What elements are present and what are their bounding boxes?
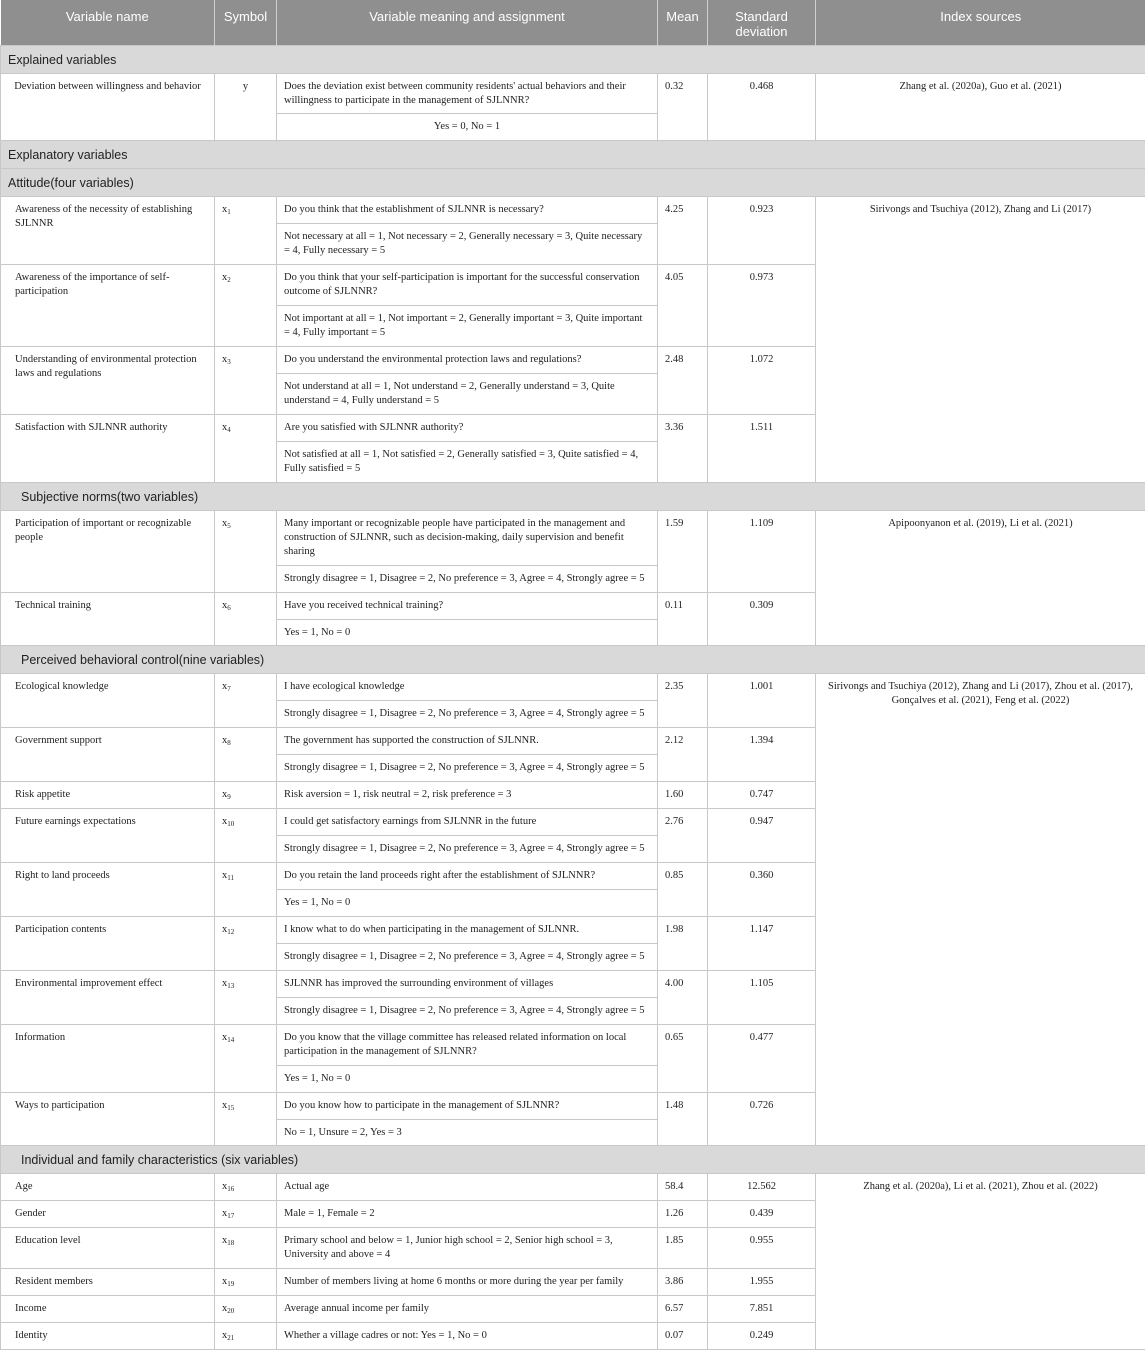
var-sd: 0.439 (708, 1201, 816, 1228)
var-symbol: $x_{15}$ (215, 1093, 277, 1146)
var-mean: 0.65 (658, 1025, 708, 1093)
var-mean: 58.4 (658, 1174, 708, 1201)
var-name: Age (1, 1174, 215, 1201)
section-row (1, 483, 1145, 511)
var-mean: 0.32 (658, 74, 708, 141)
var-assignment: No = 1, Unsure = 2, Yes = 3 (277, 1120, 658, 1146)
var-name: Participation of important or recognizable people (1, 511, 215, 593)
var-name: Understanding of environmental protection laws and regulations (1, 347, 215, 415)
var-symbol: $x_6$ (215, 593, 277, 646)
var-sd: 1.511 (708, 415, 816, 483)
var-sd: 1.955 (708, 1269, 816, 1296)
var-name: Education level (1, 1228, 215, 1269)
var-mean: 6.57 (658, 1296, 708, 1323)
var-question: Number of members living at home 6 months or more during the year per family (277, 1269, 658, 1296)
var-question: The government has supported the construction of SJLNNR. (277, 728, 658, 755)
var-question: I could get satisfactory earnings from SJLNNR in the future (277, 809, 658, 836)
section-subjective: Subjective norms(two variables) (1, 483, 1145, 511)
var-name: Future earnings expectations (1, 809, 215, 863)
var-mean: 2.12 (658, 728, 708, 782)
var-symbol: y (215, 74, 277, 141)
var-assignment: Not satisfied at all = 1, Not satisfied = 2, Generally satisfied = 3, Quite satisfied = 4, Fully satisfied = 5 (277, 442, 658, 483)
section-attitude: Attitude(four variables) (1, 169, 1145, 197)
var-question: I know what to do when participating in the management of SJLNNR. (277, 917, 658, 944)
var-source: Sirivongs and Tsuchiya (2012), Zhang and Li (2017), Zhou et al. (2017), Gonçalves et al. (2021), Feng et al. (2022) (816, 674, 1145, 1146)
header-variable-name: Variable name (1, 0, 215, 46)
var-symbol: $x_7$ (215, 674, 277, 728)
var-mean: 0.11 (658, 593, 708, 646)
header-row (1, 0, 1145, 46)
var-assignment: Strongly disagree = 1, Disagree = 2, No preference = 3, Agree = 4, Strongly agree = 5 (277, 566, 658, 593)
var-name: Awareness of the importance of self-participation (1, 265, 215, 347)
var-assignment: Not important at all = 1, Not important = 2, Generally important = 3, Quite important = 4, Fully important = 5 (277, 306, 658, 347)
var-mean: 4.25 (658, 197, 708, 265)
section-explained: Explained variables (1, 46, 1145, 74)
var-mean: 1.59 (658, 511, 708, 593)
var-assignment: Yes = 1, No = 0 (277, 890, 658, 917)
var-name: Deviation between willingness and behavior (1, 74, 215, 141)
var-symbol: $x_8$ (215, 728, 277, 782)
var-sd: 7.851 (708, 1296, 816, 1323)
var-symbol: $x_{16}$ (215, 1174, 277, 1201)
header-mean: Mean (658, 0, 708, 46)
var-sd: 1.072 (708, 347, 816, 415)
var-source: Zhang et al. (2020a), Guo et al. (2021) (816, 74, 1145, 141)
var-name: Right to land proceeds (1, 863, 215, 917)
header-sources: Index sources (816, 0, 1145, 46)
var-sd: 1.105 (708, 971, 816, 1025)
var-symbol: $x_{19}$ (215, 1269, 277, 1296)
var-question: Do you think that the establishment of SJLNNR is necessary? (277, 197, 658, 224)
var-mean: 1.85 (658, 1228, 708, 1269)
section-row (1, 46, 1145, 74)
header-symbol: Symbol (215, 0, 277, 46)
header-sd: Standard deviation (708, 0, 816, 46)
var-symbol: $x_{20}$ (215, 1296, 277, 1323)
var-assignment: Strongly disagree = 1, Disagree = 2, No preference = 3, Agree = 4, Strongly agree = 5 (277, 836, 658, 863)
var-question: Risk aversion = 1, risk neutral = 2, risk preference = 3 (277, 782, 658, 809)
var-mean: 3.36 (658, 415, 708, 483)
var-mean: 2.35 (658, 674, 708, 728)
var-mean: 2.48 (658, 347, 708, 415)
section-individual: Individual and family characteristics (six variables) (1, 1146, 1145, 1174)
var-symbol: $x_{17}$ (215, 1201, 277, 1228)
var-assignment: Not understand at all = 1, Not understand = 2, Generally understand = 3, Quite understand = 4, Fully understand = 5 (277, 374, 658, 415)
var-name: Ecological knowledge (1, 674, 215, 728)
table-row (1, 511, 1145, 566)
var-symbol: $x_1$ (215, 197, 277, 265)
var-name: Technical training (1, 593, 215, 646)
var-symbol: $x_{18}$ (215, 1228, 277, 1269)
var-name: Resident members (1, 1269, 215, 1296)
var-sd: 0.468 (708, 74, 816, 141)
var-name: Participation contents (1, 917, 215, 971)
var-name: Identity (1, 1323, 215, 1350)
var-sd: 1.147 (708, 917, 816, 971)
var-name: Ways to participation (1, 1093, 215, 1146)
var-name: Income (1, 1296, 215, 1323)
var-sd: 0.309 (708, 593, 816, 646)
var-mean: 1.48 (658, 1093, 708, 1146)
var-name: Government support (1, 728, 215, 782)
var-question: Primary school and below = 1, Junior high school = 2, Senior high school = 3, University and above = 4 (277, 1228, 658, 1269)
var-sd: 0.947 (708, 809, 816, 863)
var-question: Do you know how to participate in the management of SJLNNR? (277, 1093, 658, 1120)
var-sd: 0.360 (708, 863, 816, 917)
section-perceived: Perceived behavioral control(nine variables) (1, 646, 1145, 674)
var-sd: 0.477 (708, 1025, 816, 1093)
var-question: Does the deviation exist between community residents' actual behaviors and their willingness to participate in the management of SJLNNR? (277, 74, 658, 114)
var-sd: 0.955 (708, 1228, 816, 1269)
var-assignment: Yes = 0, No = 1 (277, 114, 658, 141)
table-row (1, 74, 1145, 114)
var-symbol: $x_4$ (215, 415, 277, 483)
var-symbol: $x_9$ (215, 782, 277, 809)
var-name: Satisfaction with SJLNNR authority (1, 415, 215, 483)
section-row (1, 141, 1145, 169)
table-row (1, 1174, 1145, 1201)
var-question: SJLNNR has improved the surrounding environment of villages (277, 971, 658, 998)
var-sd: 0.747 (708, 782, 816, 809)
var-name: Environmental improvement effect (1, 971, 215, 1025)
var-symbol: $x_{10}$ (215, 809, 277, 863)
var-mean: 1.60 (658, 782, 708, 809)
var-symbol: $x_2$ (215, 265, 277, 347)
var-mean: 3.86 (658, 1269, 708, 1296)
var-question: Do you know that the village committee has released related information on local participation in the management of SJLNNR? (277, 1025, 658, 1066)
var-symbol: $x_3$ (215, 347, 277, 415)
var-symbol: $x_{21}$ (215, 1323, 277, 1350)
var-mean: 2.76 (658, 809, 708, 863)
var-assignment: Strongly disagree = 1, Disagree = 2, No preference = 3, Agree = 4, Strongly agree = 5 (277, 755, 658, 782)
table-row (1, 674, 1145, 701)
var-sd: 1.001 (708, 674, 816, 728)
var-mean: 0.85 (658, 863, 708, 917)
section-row (1, 1146, 1145, 1174)
var-question: Average annual income per family (277, 1296, 658, 1323)
var-name: Information (1, 1025, 215, 1093)
var-mean: 1.98 (658, 917, 708, 971)
var-question: Are you satisfied with SJLNNR authority? (277, 415, 658, 442)
var-source: Sirivongs and Tsuchiya (2012), Zhang and Li (2017) (816, 197, 1145, 483)
var-question: Have you received technical training? (277, 593, 658, 620)
var-sd: 0.973 (708, 265, 816, 347)
var-question: Male = 1, Female = 2 (277, 1201, 658, 1228)
var-assignment: Strongly disagree = 1, Disagree = 2, No preference = 3, Agree = 4, Strongly agree = 5 (277, 944, 658, 971)
var-question: Actual age (277, 1174, 658, 1201)
var-assignment: Yes = 1, No = 0 (277, 1066, 658, 1093)
var-source: Apipoonyanon et al. (2019), Li et al. (2021) (816, 511, 1145, 646)
var-symbol: $x_5$ (215, 511, 277, 593)
var-mean: 4.05 (658, 265, 708, 347)
table-row (1, 197, 1145, 224)
var-question: Many important or recognizable people have participated in the management and construction of SJLNNR, such as decision-making, daily supervision and benefit sharing (277, 511, 658, 566)
var-assignment: Not necessary at all = 1, Not necessary = 2, Generally necessary = 3, Quite necessary = 4, Fully necessary = 5 (277, 224, 658, 265)
var-sd: 1.109 (708, 511, 816, 593)
var-symbol: $x_{13}$ (215, 971, 277, 1025)
var-assignment: Yes = 1, No = 0 (277, 620, 658, 646)
var-sd: 1.394 (708, 728, 816, 782)
var-sd: 0.249 (708, 1323, 816, 1350)
var-name: Risk appetite (1, 782, 215, 809)
var-assignment: Strongly disagree = 1, Disagree = 2, No preference = 3, Agree = 4, Strongly agree = 5 (277, 701, 658, 728)
section-explanatory: Explanatory variables (1, 141, 1145, 169)
var-question: Whether a village cadres or not: Yes = 1, No = 0 (277, 1323, 658, 1350)
var-sd: 0.726 (708, 1093, 816, 1146)
var-source: Zhang et al. (2020a), Li et al. (2021), Zhou et al. (2022) (816, 1174, 1145, 1350)
var-question: Do you understand the environmental protection laws and regulations? (277, 347, 658, 374)
var-assignment: Strongly disagree = 1, Disagree = 2, No preference = 3, Agree = 4, Strongly agree = 5 (277, 998, 658, 1025)
var-name: Gender (1, 1201, 215, 1228)
var-question: I have ecological knowledge (277, 674, 658, 701)
var-sd: 0.923 (708, 197, 816, 265)
header-meaning: Variable meaning and assignment (277, 0, 658, 46)
var-mean: 1.26 (658, 1201, 708, 1228)
var-question: Do you retain the land proceeds right after the establishment of SJLNNR? (277, 863, 658, 890)
var-symbol: $x_{12}$ (215, 917, 277, 971)
var-symbol: $x_{11}$ (215, 863, 277, 917)
var-symbol: $x_{14}$ (215, 1025, 277, 1093)
var-sd: 12.562 (708, 1174, 816, 1201)
section-row (1, 646, 1145, 674)
var-mean: 0.07 (658, 1323, 708, 1350)
var-name: Awareness of the necessity of establishing SJLNNR (1, 197, 215, 265)
section-row (1, 169, 1145, 197)
var-mean: 4.00 (658, 971, 708, 1025)
var-question: Do you think that your self-participation is important for the successful conservation outcome of SJLNNR? (277, 265, 658, 306)
